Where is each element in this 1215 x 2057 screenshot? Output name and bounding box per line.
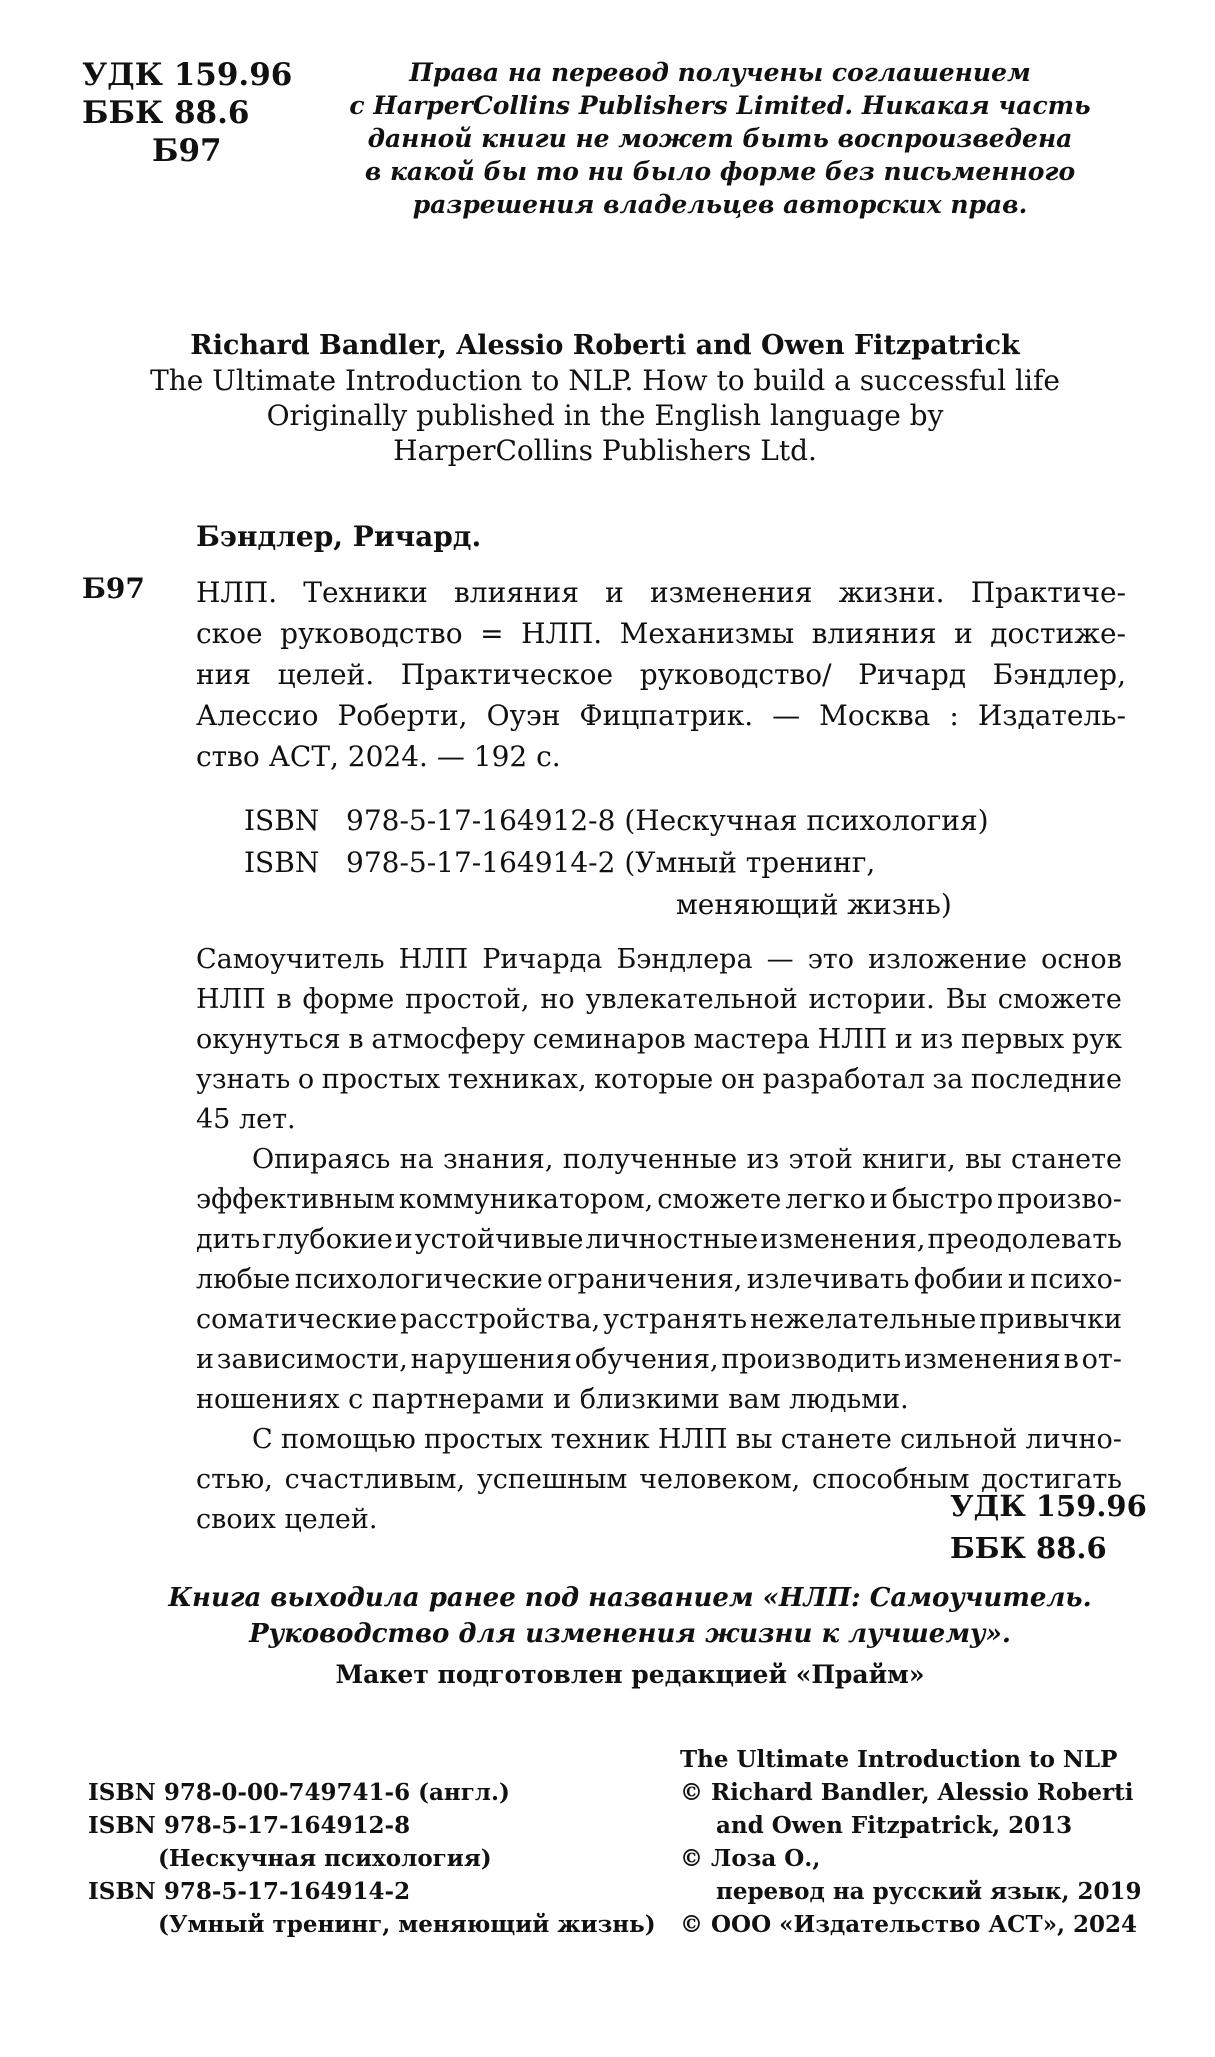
word: изменения xyxy=(649,576,813,609)
word: Москва xyxy=(819,699,931,732)
word: НЛП. xyxy=(196,576,278,609)
word: влияния xyxy=(811,617,937,650)
word: Самоучитель xyxy=(196,944,385,975)
word: Оуэн xyxy=(486,699,561,732)
word: но xyxy=(540,984,575,1015)
annotation-line xyxy=(196,1180,1122,1220)
word: этой xyxy=(788,1144,853,1175)
word: форме xyxy=(302,984,395,1015)
annotation-line xyxy=(196,1300,1122,1340)
word: зависимости, xyxy=(216,1344,408,1375)
word: произво- xyxy=(997,1184,1122,1215)
word: Техники xyxy=(303,576,428,609)
word: техниках, xyxy=(447,1064,587,1095)
word: Бэндлер, xyxy=(992,658,1126,691)
isbn-line: ISBN 978-0-00-749741-6 (англ.) xyxy=(88,1779,510,1806)
word: которые xyxy=(594,1064,714,1095)
previous-title-note xyxy=(150,1580,1110,1652)
word: влияния xyxy=(454,576,579,609)
word: производить xyxy=(721,1344,902,1375)
word: книги, xyxy=(862,1144,956,1175)
word: сможете xyxy=(657,1184,782,1215)
original-authors: Richard Bandler, Alessio Roberti and Owen Fitzpatrick xyxy=(190,330,1020,361)
word: и xyxy=(869,1184,888,1215)
word: НЛП xyxy=(398,944,469,975)
word: первых xyxy=(961,1024,1065,1055)
rights-line: с HarperCollins Publishers Limited. Никакая часть xyxy=(349,91,1091,120)
word: Бэндлера xyxy=(616,944,753,975)
word: С xyxy=(252,1424,273,1455)
biblio-line xyxy=(196,572,1126,613)
word: станете xyxy=(1010,1144,1122,1175)
rights-line: Права на перевод получены соглашением xyxy=(409,58,1031,87)
word: жизни. xyxy=(838,576,945,609)
isbn-series: (Умный тренинг, меняющий жизнь) xyxy=(158,1911,656,1938)
isbn-value: 978-5-17-164912-8 (Нескучная психология) xyxy=(346,804,989,837)
isbn-label: ISBN xyxy=(244,804,320,837)
word: атмосферу xyxy=(371,1024,526,1055)
word: Практиче- xyxy=(970,576,1126,609)
annotation-line xyxy=(196,1340,1122,1380)
rights-notice xyxy=(330,56,1110,221)
word: нарушения xyxy=(410,1344,572,1375)
isbn-series: (Нескучная психология) xyxy=(158,1845,492,1872)
word: окунуться xyxy=(196,1024,341,1055)
word: — xyxy=(772,699,801,732)
isbn-row xyxy=(244,842,989,884)
word: в xyxy=(276,984,292,1015)
word: в xyxy=(348,1024,364,1055)
note-line: Книга выходила ранее под названием «НЛП: Самоучитель. xyxy=(168,1583,1092,1613)
biblio-line xyxy=(196,654,1126,695)
word: излечивать xyxy=(746,1264,910,1295)
biblio-line xyxy=(196,613,1126,654)
word: НЛП xyxy=(657,1424,728,1455)
word: увлекательной xyxy=(585,984,798,1015)
word: психологические xyxy=(294,1264,543,1295)
word: и xyxy=(394,1224,413,1255)
word: техник xyxy=(550,1424,650,1455)
entry-code: Б97 xyxy=(82,572,145,605)
word: семинаров xyxy=(532,1024,686,1055)
isbn-value: 978-5-17-164914-2 (Умный тренинг, xyxy=(346,846,876,879)
layout-note: Макет подготовлен редакцией «Прайм» xyxy=(335,1660,925,1689)
word: истории. xyxy=(808,984,935,1015)
copyright-line: перевод на русский язык, 2019 xyxy=(716,1878,1142,1905)
word: в xyxy=(1063,1344,1079,1375)
word: счастливым, xyxy=(284,1464,466,1495)
word: руководство/ xyxy=(639,658,832,691)
word: привычки xyxy=(979,1304,1122,1335)
isbn-line: ISBN 978-5-17-164914-2 xyxy=(88,1878,411,1905)
word: Опираясь xyxy=(252,1144,391,1175)
word: руководство xyxy=(280,617,463,650)
word: обучения, xyxy=(574,1344,719,1375)
word: коммуникатором, xyxy=(398,1184,654,1215)
word: — xyxy=(766,944,794,975)
word: Вы xyxy=(945,984,987,1015)
word: полученные xyxy=(562,1144,738,1175)
word: основ xyxy=(1041,944,1122,975)
annotation-line: ношениях с партнерами и близкими вам людьми. xyxy=(196,1384,909,1415)
word: из xyxy=(920,1024,954,1055)
bottom-isbn-list xyxy=(88,1776,656,1941)
word: и xyxy=(1007,1264,1026,1295)
classification-codes xyxy=(82,56,292,170)
bibliographic-description xyxy=(196,572,1126,777)
annotation-line xyxy=(196,1140,1122,1180)
word: расстройства, xyxy=(400,1304,601,1335)
annotation-line xyxy=(196,980,1122,1020)
word: достигать xyxy=(981,1464,1122,1495)
original-edition xyxy=(80,328,1130,468)
annotation-line xyxy=(196,1060,1122,1100)
word: изменения xyxy=(904,1344,1061,1375)
word: НЛП. xyxy=(521,617,603,650)
footer-codes xyxy=(950,1485,1147,1569)
word: НЛП xyxy=(196,984,266,1015)
word: и xyxy=(954,617,973,650)
word: сильной xyxy=(900,1424,1018,1455)
word: Практическое xyxy=(400,658,614,691)
word: Ричарда xyxy=(482,944,603,975)
word: помощью xyxy=(280,1424,416,1455)
word: простой, xyxy=(405,984,530,1015)
copyright-line: The Ultimate Introduction to NLP xyxy=(680,1746,1118,1773)
word: станете xyxy=(780,1424,892,1455)
word: Алессио xyxy=(196,699,319,732)
word: ограничения, xyxy=(547,1264,743,1295)
word: достиже- xyxy=(990,617,1126,650)
word: ское xyxy=(196,617,263,650)
word: быстро xyxy=(891,1184,994,1215)
word: эффективным xyxy=(196,1184,395,1215)
word: от- xyxy=(1081,1344,1122,1375)
isbn-row xyxy=(244,800,989,842)
word: Фицпатрик. xyxy=(579,699,754,732)
word: легко xyxy=(785,1184,866,1215)
word: последние xyxy=(970,1064,1122,1095)
word: НЛП xyxy=(817,1024,888,1055)
word: устранять xyxy=(603,1304,748,1335)
word: : xyxy=(949,699,959,732)
isbn-line: ISBN 978-5-17-164912-8 xyxy=(88,1812,411,1839)
word: изменения, xyxy=(760,1224,926,1255)
word: способным xyxy=(811,1464,970,1495)
word: психо- xyxy=(1030,1264,1122,1295)
original-publisher: HarperCollins Publishers Ltd. xyxy=(393,434,817,467)
original-title: The Ultimate Introduction to NLP. How to build a successful life xyxy=(150,364,1060,397)
word: простых xyxy=(321,1064,441,1095)
word: любые xyxy=(196,1264,291,1295)
word: узнать xyxy=(196,1064,291,1095)
rights-line: разрешения владельцев авторских прав. xyxy=(412,190,1028,219)
annotation-line xyxy=(196,940,1122,980)
word: за xyxy=(932,1064,964,1095)
udk-code: УДК 159.96 xyxy=(950,1489,1147,1523)
author-sign: Б97 xyxy=(152,133,222,169)
isbn-list xyxy=(244,800,989,926)
word: Издатель- xyxy=(977,699,1126,732)
word: лично- xyxy=(1025,1424,1122,1455)
word: и xyxy=(196,1344,214,1375)
annotation xyxy=(196,940,1122,1540)
rights-line: в какой бы то ни было форме без письменного xyxy=(364,157,1076,186)
word: устойчивые xyxy=(414,1224,584,1255)
word: глубокие xyxy=(262,1224,393,1255)
word: = xyxy=(480,617,504,650)
copyright-line: © Richard Bandler, Alessio Roberti xyxy=(680,1779,1134,1806)
word: и xyxy=(894,1024,913,1055)
annotation-line xyxy=(196,1260,1122,1300)
word: знания, xyxy=(443,1144,554,1175)
bbk-code: ББК 88.6 xyxy=(82,95,250,131)
word: человеком, xyxy=(639,1464,801,1495)
word: фобии xyxy=(913,1264,1004,1295)
word: Механизмы xyxy=(619,617,795,650)
copyright-line: © Лоза О., xyxy=(680,1845,821,1872)
word: Роберти, xyxy=(337,699,468,732)
word: о xyxy=(297,1064,315,1095)
annotation-line xyxy=(196,1420,1122,1460)
word: успешным xyxy=(476,1464,628,1495)
annotation-line xyxy=(196,1220,1122,1260)
isbn-continuation: меняющий жизнь) xyxy=(676,888,952,921)
word: он xyxy=(720,1064,756,1095)
copyright-line: and Owen Fitzpatrick, 2013 xyxy=(716,1812,1073,1839)
word: на xyxy=(399,1144,434,1175)
biblio-line xyxy=(196,695,1126,736)
annotation-line xyxy=(196,1020,1122,1060)
udk-code: УДК 159.96 xyxy=(82,57,293,93)
word: и xyxy=(605,576,624,609)
word: вы xyxy=(735,1424,773,1455)
word: простых xyxy=(424,1424,543,1455)
word: ния xyxy=(196,658,251,691)
word: вы xyxy=(964,1144,1002,1175)
word: целей. xyxy=(277,658,375,691)
copyright-block xyxy=(680,1743,1142,1941)
word: сможете xyxy=(997,984,1122,1015)
word: Ричард xyxy=(858,658,967,691)
word: нежелательные xyxy=(750,1304,977,1335)
word: рук xyxy=(1071,1024,1122,1055)
word: разработал xyxy=(762,1064,925,1095)
word: преодолевать xyxy=(927,1224,1122,1255)
word: стью, xyxy=(196,1464,273,1495)
biblio-line: ство АСТ, 2024. — 192 с. xyxy=(196,740,561,773)
original-publication: Originally published in the English language by xyxy=(266,399,944,432)
annotation-line: 45 лет. xyxy=(196,1104,296,1135)
author-heading: Бэндлер, Ричард. xyxy=(196,520,482,553)
word: из xyxy=(746,1144,780,1175)
word: личностные xyxy=(585,1224,759,1255)
word: это xyxy=(807,944,855,975)
word: дить xyxy=(196,1224,261,1255)
note-line: Руководство для изменения жизни к лучшему». xyxy=(249,1619,1011,1649)
bbk-code: ББК 88.6 xyxy=(950,1531,1107,1565)
isbn-label: ISBN xyxy=(244,846,320,879)
word: соматические xyxy=(196,1304,398,1335)
word: мастера xyxy=(693,1024,810,1055)
word: изложение xyxy=(868,944,1027,975)
copyright-line: © ООО «Издательство АСТ», 2024 xyxy=(680,1911,1137,1938)
rights-line: данной книги не может быть воспроизведена xyxy=(367,124,1073,153)
annotation-line: своих целей. xyxy=(196,1504,378,1535)
